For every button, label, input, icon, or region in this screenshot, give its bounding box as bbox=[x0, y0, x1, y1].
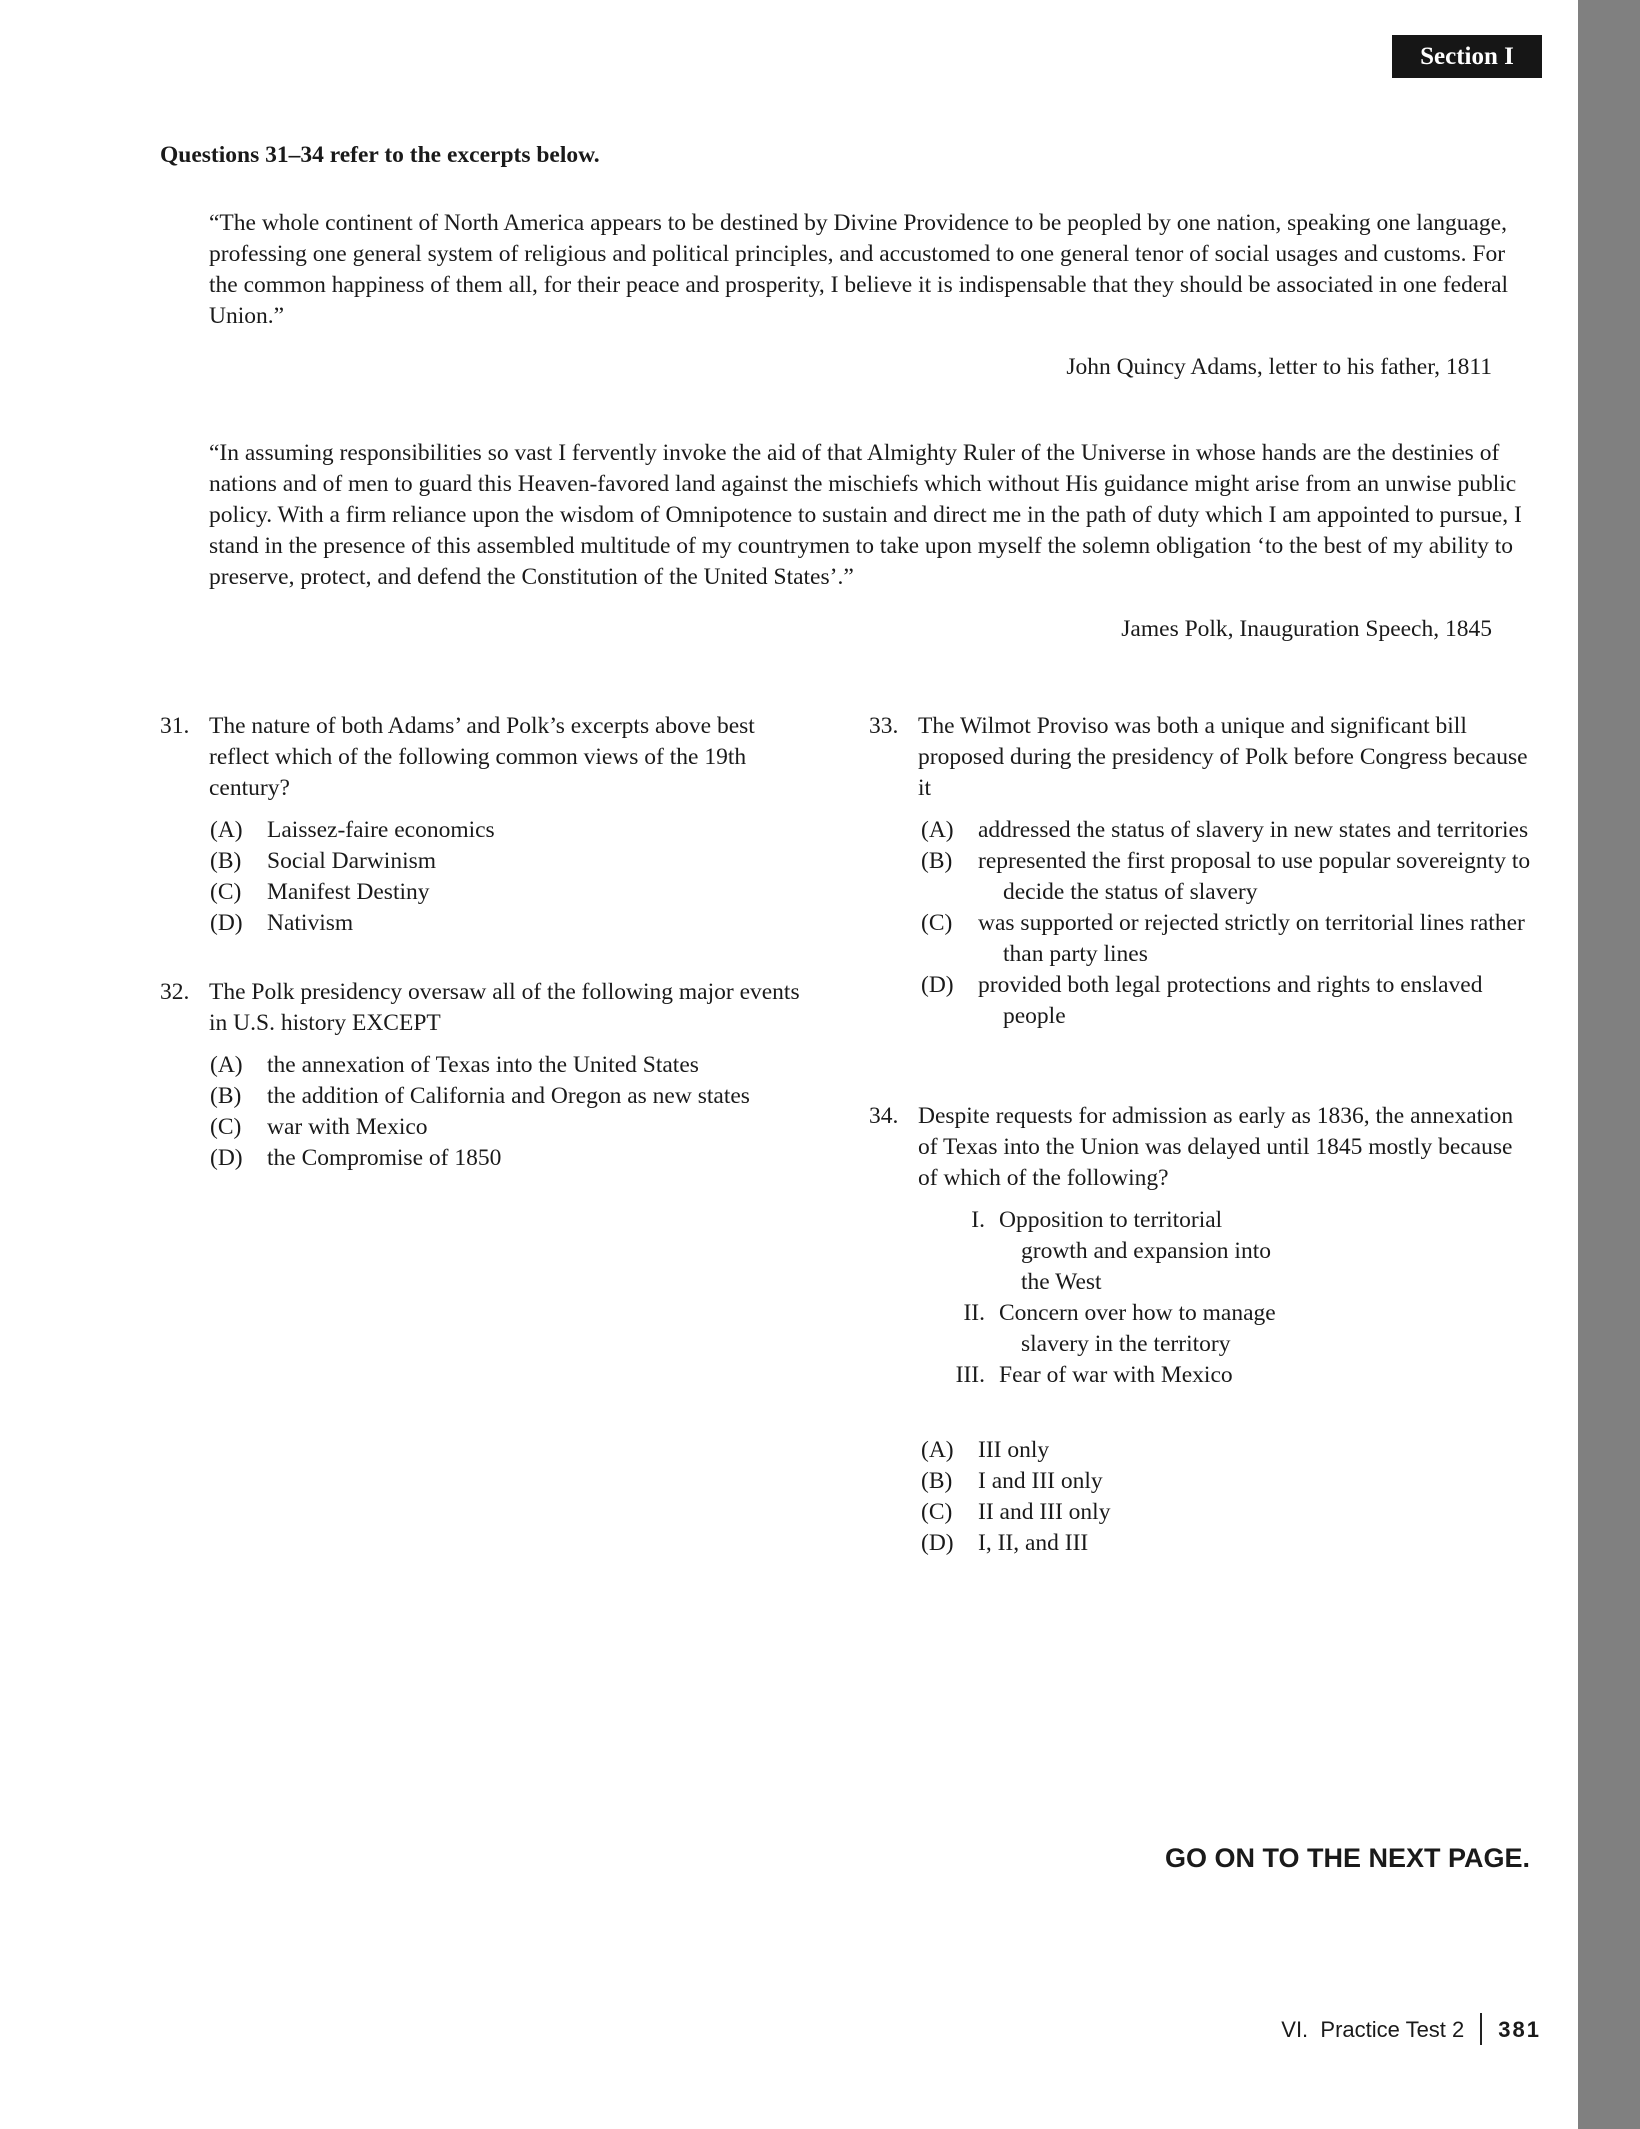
page-number: 381 bbox=[1498, 2016, 1541, 2042]
option-b[interactable]: (B) Social Darwinism bbox=[210, 848, 437, 874]
excerpt-adams-attribution: John Quincy Adams, letter to his father, 1811 bbox=[1066, 354, 1492, 380]
section-label: Section I bbox=[1392, 35, 1542, 78]
page-footer bbox=[1281, 2013, 1541, 2045]
question-33 bbox=[869, 711, 1534, 1032]
option-c[interactable]: (C) war with Mexico bbox=[210, 1114, 428, 1140]
option-c[interactable]: (C) was supported or rejected strictly on territorial lines rather than party lines bbox=[921, 910, 1525, 967]
option-d[interactable]: (D) the Compromise of 1850 bbox=[210, 1145, 502, 1171]
question-number: 32. bbox=[160, 979, 190, 1005]
chapter-label: VI. Practice Test 2 bbox=[1281, 2016, 1465, 2042]
question-number: 33. bbox=[869, 713, 899, 739]
option-b[interactable]: (B) I and III only bbox=[921, 1468, 1103, 1494]
option-a[interactable]: (A) addressed the status of slavery in new states and territories bbox=[921, 817, 1529, 843]
option-b[interactable]: (B) represented the first proposal to use popular sovereignty to decide the status of slavery bbox=[921, 848, 1531, 905]
option-c[interactable]: (C) Manifest Destiny bbox=[210, 879, 430, 905]
question-stem: The Polk presidency oversaw all of the following major events in U.S. history EXCEPT bbox=[209, 979, 800, 1036]
option-d[interactable]: (D) Nativism bbox=[210, 910, 354, 936]
question-34 bbox=[869, 1101, 1534, 1559]
question-stem: The Wilmot Proviso was both a unique and significant bill proposed during the presidency of Polk before Congress because it bbox=[918, 713, 1528, 801]
statement-ii: II. Concern over how to manage slavery in the territory bbox=[963, 1300, 1276, 1357]
go-on-notice: GO ON TO THE NEXT PAGE. bbox=[1164, 1843, 1530, 1873]
option-d[interactable]: (D) provided both legal protections and rights to enslaved people bbox=[921, 972, 1483, 1029]
statement-i: I. Opposition to territorial growth and expansion into the West bbox=[971, 1207, 1271, 1295]
excerpt-polk-attribution: James Polk, Inauguration Speech, 1845 bbox=[1121, 616, 1492, 642]
option-d[interactable]: (D) I, II, and III bbox=[921, 1530, 1089, 1556]
roman-statements bbox=[869, 1205, 1285, 1391]
option-a[interactable]: (A) III only bbox=[921, 1437, 1050, 1463]
option-c[interactable]: (C) II and III only bbox=[921, 1499, 1111, 1525]
footer-divider bbox=[1480, 2013, 1482, 2045]
option-b[interactable]: (B) the addition of California and Oregon as new states bbox=[210, 1083, 750, 1109]
question-stem: The nature of both Adams’ and Polk’s excerpts above best reflect which of the following common views of the 19th century? bbox=[209, 713, 755, 801]
question-number: 31. bbox=[160, 713, 190, 739]
excerpt-polk: “In assuming responsibilities so vast I fervently invoke the aid of that Almighty Ruler of the Universe in whose hands are the destinies of nations and of men to guard this Heaven-favored land against the mischiefs which without His guidance might arise from an unwise public policy. With a firm reliance upon the wisdom of Omnipotence to sustain and direct me in the path of duty which I am appointed to pursue, I stand in the presence of this assembled multitude of my countrymen to take upon myself the solemn obligation ‘to the best of my ability to preserve, protect, and defend the Constitution of the United States’.” bbox=[209, 440, 1522, 590]
question-32 bbox=[160, 977, 815, 1174]
questions-heading: Questions 31–34 refer to the excerpts below. bbox=[160, 142, 600, 168]
option-a[interactable]: (A) Laissez-faire economics bbox=[210, 817, 495, 843]
question-31 bbox=[160, 711, 815, 939]
question-number: 34. bbox=[869, 1103, 899, 1129]
question-stem: Despite requests for admission as early as 1836, the annexation of Texas into the Union was delayed until 1845 mostly because of which of the following? bbox=[918, 1103, 1514, 1191]
statement-iii: III. Fear of war with Mexico bbox=[955, 1362, 1233, 1388]
option-a[interactable]: (A) the annexation of Texas into the United States bbox=[210, 1052, 699, 1078]
page-edge-tab bbox=[1578, 0, 1640, 2129]
excerpt-adams: “The whole continent of North America appears to be destined by Divine Providence to be peopled by one nation, speaking one language, professing one general system of religious and political principles, and accustomed to one general tenor of social usages and customs. For the common happiness of them all, for their peace and prosperity, I believe it is indispensable that they should be associated in one federal Union.” bbox=[209, 210, 1509, 329]
